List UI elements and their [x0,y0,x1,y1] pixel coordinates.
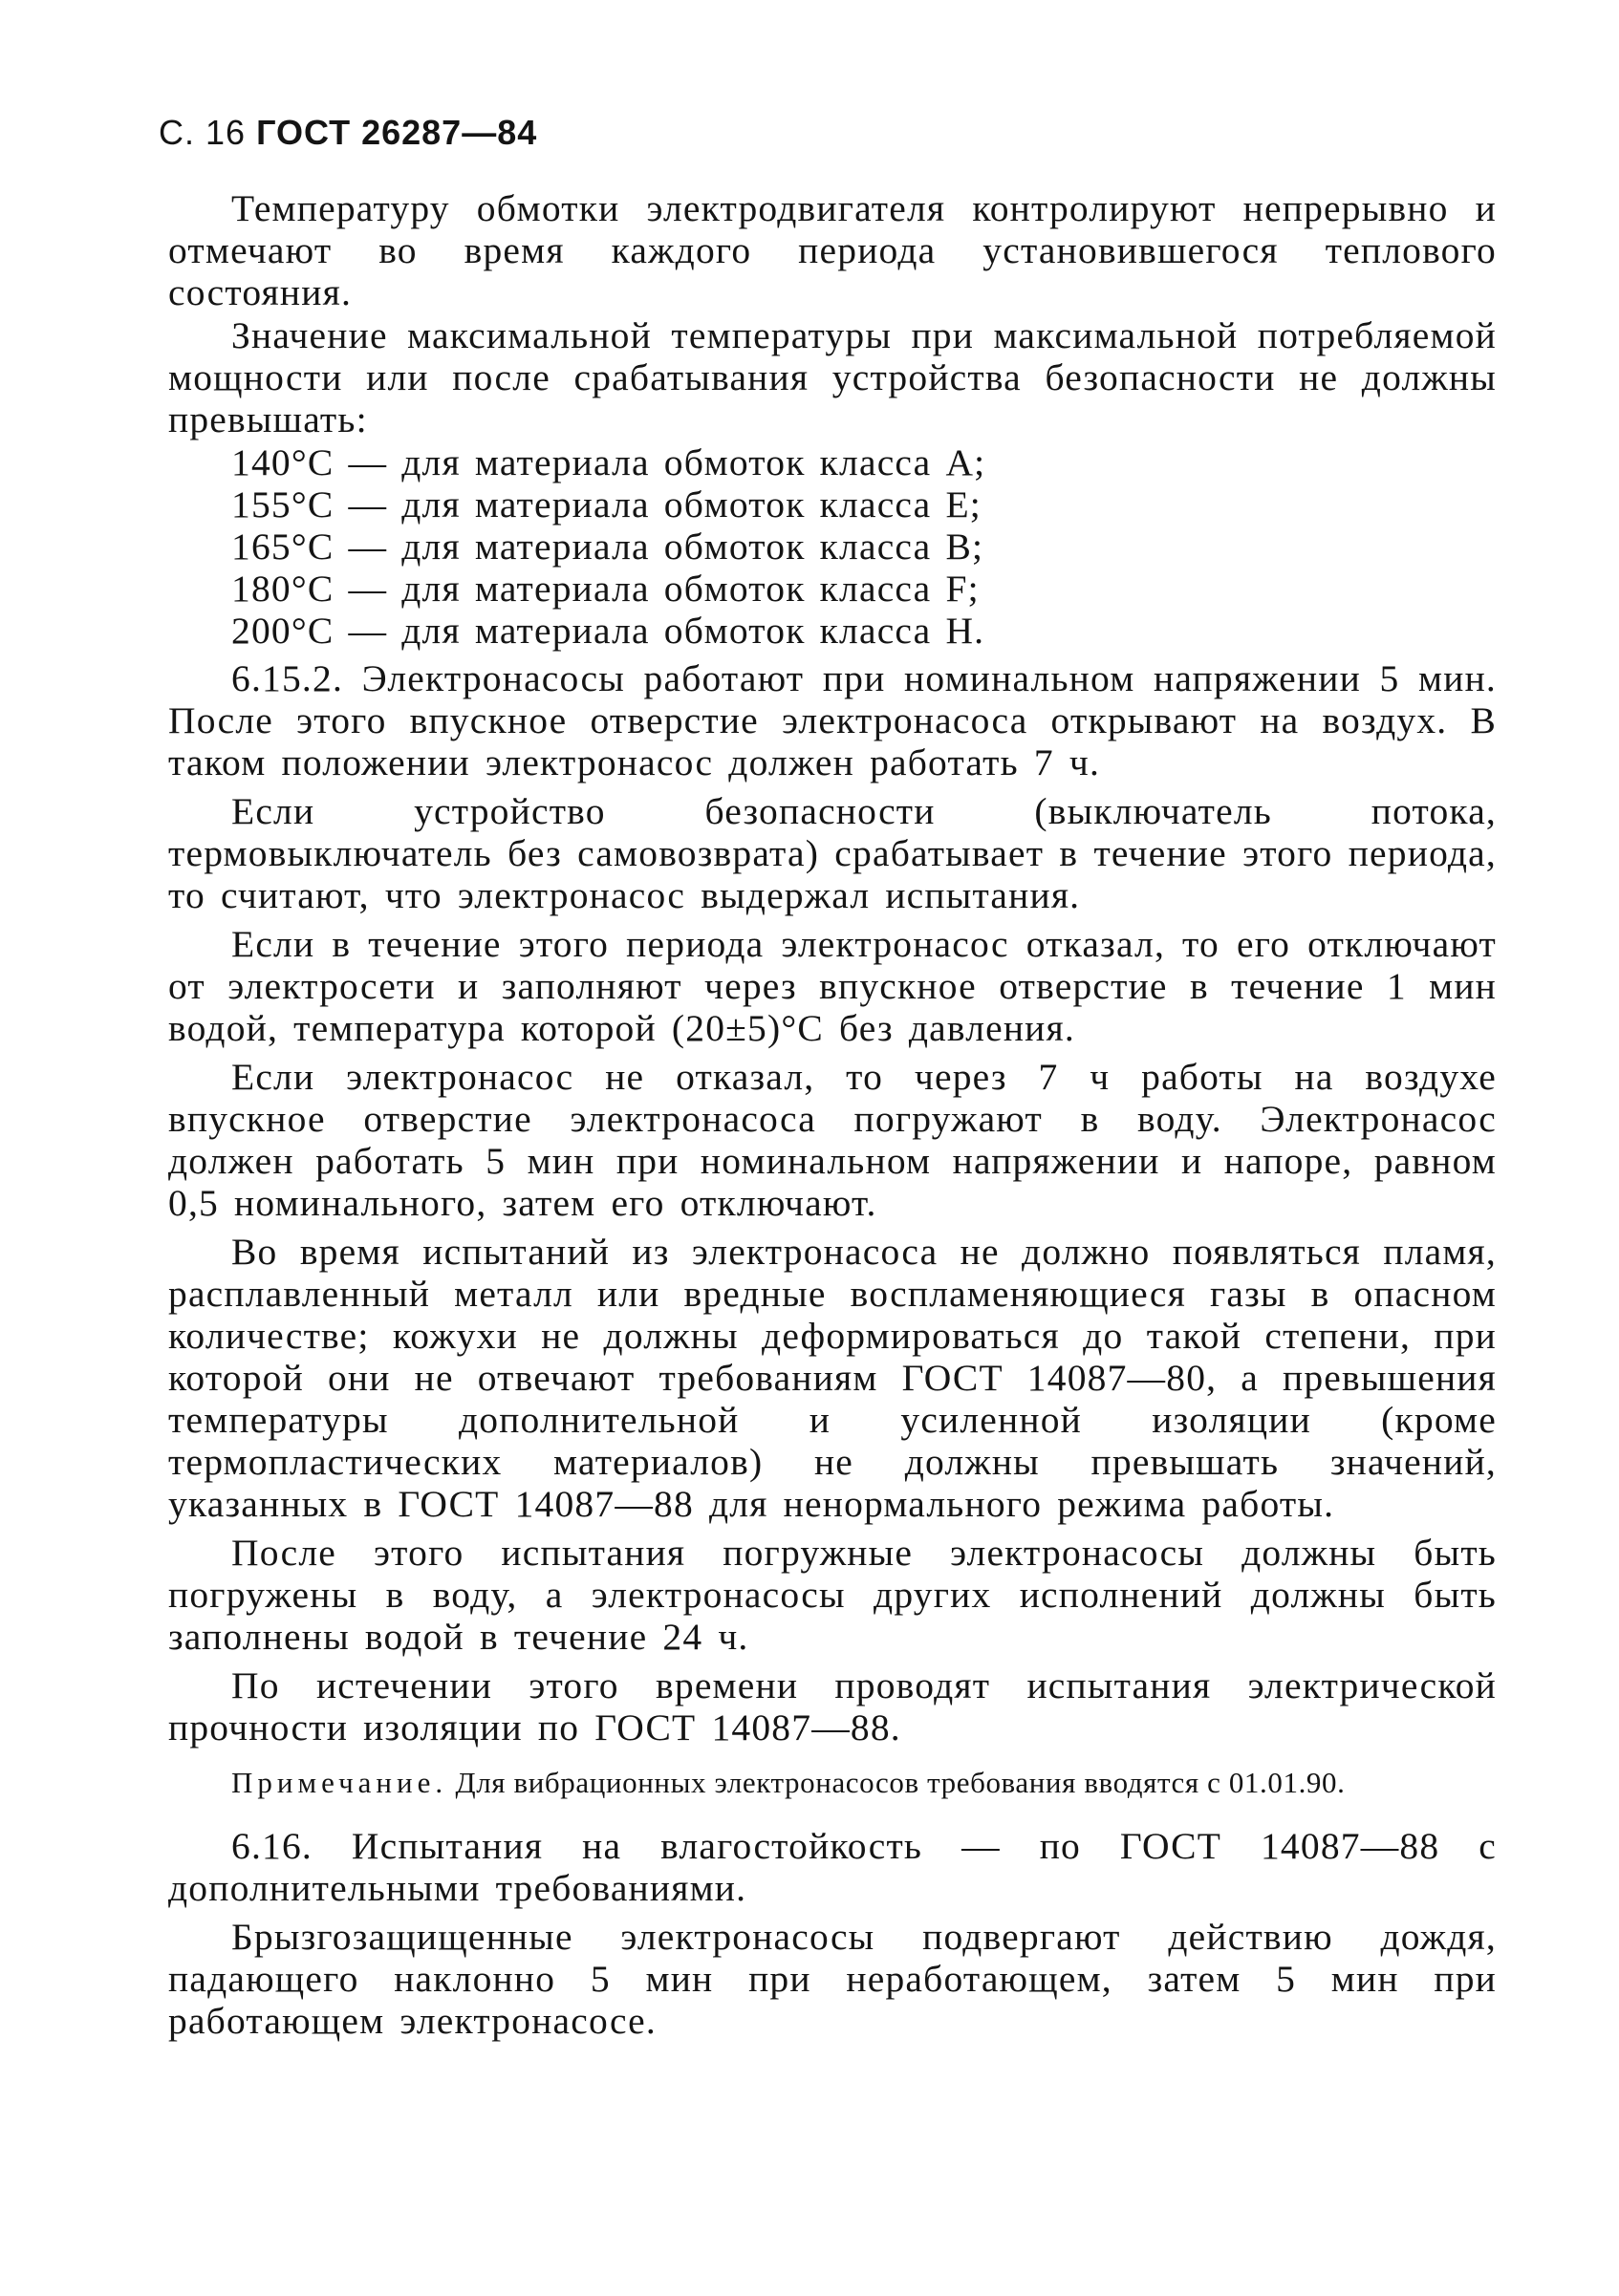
page-number: С. 16 [159,113,247,152]
note-text: Для вибрационных электронасосов требования вводятся с 01.01.90. [455,1766,1346,1799]
note [168,1766,1497,1800]
paragraph: После этого испытания погружные электронасосы должны быть погружены в воду, а электронасосы других исполнений должны быть заполнены водой в течение 24 ч. [168,1532,1497,1658]
paragraph: Если электронасос не отказал, то через 7 ч работы на воздухе впускное отверстие электронасоса погружают в воду. Электронасос должен работать 5 мин при номинальном напряжении и напоре, равном 0,5 номинального, затем его отключают. [168,1056,1497,1224]
temperature-limit-item: 180°C — для материала обмоток класса F; [231,568,980,610]
standard-code: ГОСТ 26287—84 [256,113,538,152]
paragraph: Во время испытаний из электронасоса не должно появляться пламя, расплавленный металл или вредные воспламеняющиеся газы в опасном количестве; кожухи не должны деформироваться до такой степени, при которой они не отвечают требованиям ГОСТ 14087—80, а превышения температуры дополнительной и усиленной изоляции (кроме термопластических материалов) не должны превышать значений, указанных в ГОСТ 14087—88 для ненормального режима работы. [168,1231,1497,1525]
page-header [159,113,537,153]
temperature-limit-item: 140°C — для материала обмоток класса А; [231,441,986,483]
temperature-limit-item: 155°C — для материала обмоток класса Е; [231,483,982,526]
temperature-limit-item: 200°C — для материала обмоток класса Н. [231,610,985,652]
body-text [168,187,1497,2049]
paragraph: Температуру обмотки электродвигателя контролируют непрерывно и отмечают во время каждого периода установившегося теплового состояния. [168,187,1497,313]
section-6-16: 6.16. Испытания на влагостойкость — по ГОСТ 14087—88 с дополнительными требованиями. [168,1825,1497,1909]
temperature-limits-list [168,441,1497,652]
note-label: Примечание. [231,1766,448,1799]
section-6-15-2: 6.15.2. Электронасосы работают при номинальном напряжении 5 мин. После этого впускное отверстие электронасоса открывают на воздух. В таком положении электронасос должен работать 7 ч. [168,657,1497,783]
paragraph: Если в течение этого периода электронасос отказал, то его отключают от электросети и заполняют через впускное отверстие в течение 1 мин водой, температура которой (20±5)°С без давления. [168,923,1497,1049]
paragraph: Значение максимальной температуры при максимальной потребляемой мощности или после срабатывания устройства безопасности не должны превышать: [168,314,1497,440]
paragraph: Если устройство безопасности (выключатель потока, термовыключатель без самовозврата) срабатывает в течение этого периода, то считают, что электронасос выдержал испытания. [168,790,1497,916]
paragraph: Брызгозащищенные электронасосы подвергают действию дождя, падающего наклонно 5 мин при неработающем, затем 5 мин при работающем электронасосе. [168,1916,1497,2042]
paragraph: По истечении этого времени проводят испытания электрической прочности изоляции по ГОСТ 14087—88. [168,1664,1497,1749]
temperature-limit-item: 165°C — для материала обмоток класса В; [231,526,984,568]
